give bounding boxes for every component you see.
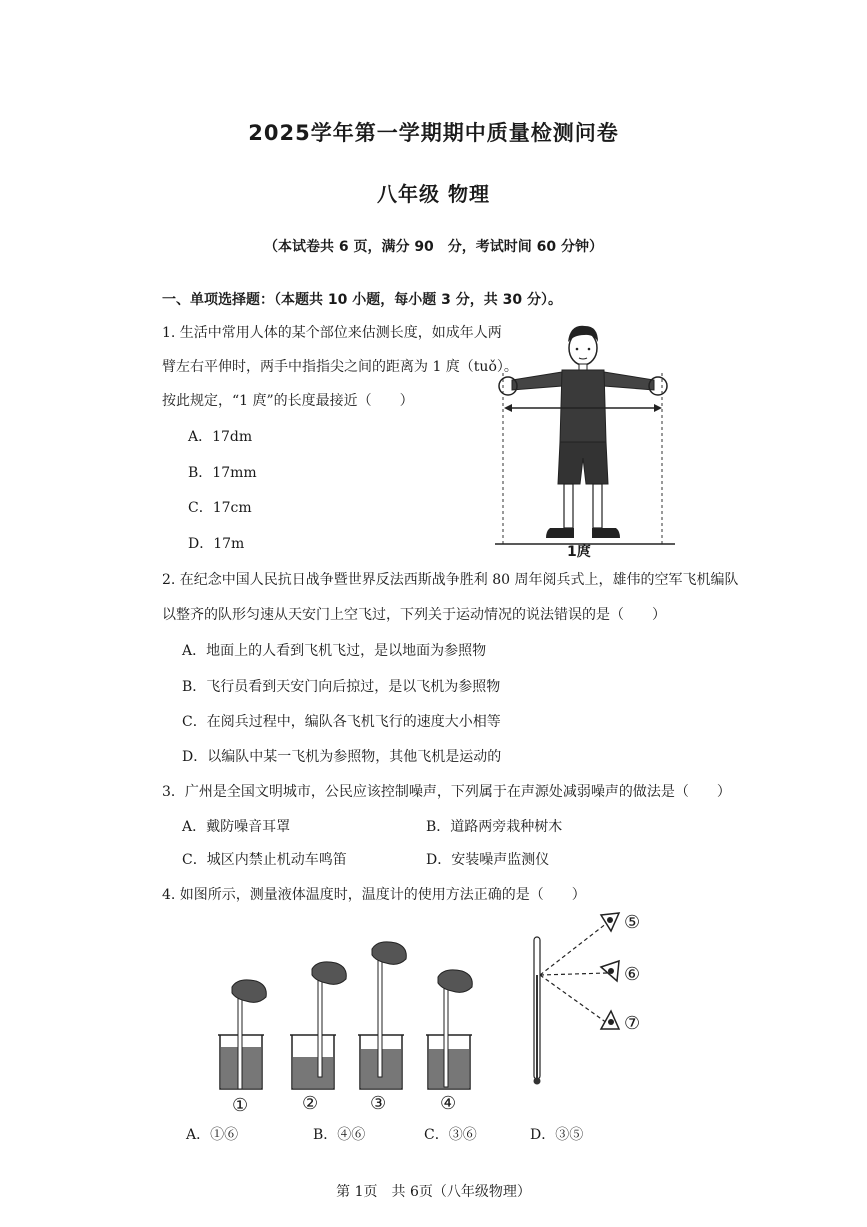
q1-option-c: C．17cm <box>188 500 252 516</box>
beaker-4 <box>426 970 472 1089</box>
eye-label-7: ⑦ <box>624 1013 641 1034</box>
thermometer-reading-figure <box>525 905 625 1090</box>
beaker-thermometer-figure <box>210 935 490 1095</box>
beaker-2 <box>290 962 346 1089</box>
q2-option-d: D．以编队中某一飞机为参照物，其他飞机是运动的 <box>182 749 502 765</box>
beaker-label-1: ① <box>232 1095 249 1116</box>
q4-option-d: D．③⑤ <box>530 1127 584 1143</box>
q4-option-a: A．①⑥ <box>186 1127 239 1143</box>
q1-line1: 1. 生活中常用人体的某个部位来估测长度，如成年人两 <box>162 325 502 341</box>
q2-option-a: A．地面上的人看到飞机飞过，是以地面为参照物 <box>182 643 487 659</box>
q1-line2: 臂左右平伸时，两手中指指尖之间的距离为 1 庹（tuǒ）。 <box>162 359 518 375</box>
beaker-label-2: ② <box>302 1093 319 1114</box>
q1-option-d: D．17m <box>188 536 245 552</box>
q2-option-b: B．飞行员看到天安门向后掠过，是以飞机为参照物 <box>182 679 501 695</box>
exam-subtitle: 八年级 物理 <box>377 182 490 206</box>
q3-option-d: D．安装噪声监测仪 <box>426 852 550 868</box>
q3-option-b: B．道路两旁栽种树木 <box>426 819 563 835</box>
q3-option-a: A．戴防噪音耳罩 <box>182 819 291 835</box>
q4-option-b: B．④⑥ <box>313 1127 366 1143</box>
q1-option-b: B．17mm <box>188 465 257 481</box>
beaker-3 <box>358 942 406 1089</box>
q3-option-c: C．城区内禁止机动车鸣笛 <box>182 852 347 868</box>
beaker-label-4: ④ <box>440 1093 457 1114</box>
q1-option-a: A．17dm <box>188 429 253 445</box>
q4-line1: 4. 如图所示，测量液体温度时，温度计的使用方法正确的是（ ） <box>162 887 586 903</box>
person-arm-span-figure <box>490 318 680 563</box>
q2-line2: 以整齐的队形匀速从天安门上空飞过，下列关于运动情况的说法错误的是（ ） <box>162 607 666 623</box>
exam-title: 2025学年第一学期期中质量检测问卷 <box>248 121 619 145</box>
q3-line1: 3．广州是全国文明城市，公民应该控制噪声，下列属于在声源处减弱噪声的做法是（ ） <box>162 784 731 800</box>
beaker-label-3: ③ <box>370 1093 387 1114</box>
exam-note: （本试卷共 6 页，满分 90 分，考试时间 60 分钟） <box>263 239 604 255</box>
beaker-1 <box>218 980 266 1089</box>
arm-span-label: 1庹 <box>567 544 591 560</box>
q2-line1: 2. 在纪念中国人民抗日战争暨世界反法西斯战争胜利 80 周年阅兵式上，雄伟的空军飞机编队 <box>162 572 739 588</box>
q2-option-c: C．在阅兵过程中，编队各飞机飞行的速度大小相等 <box>182 714 501 730</box>
eye-label-5: ⑤ <box>624 912 641 933</box>
q4-option-c: C．③⑥ <box>424 1127 477 1143</box>
page-footer: 第 1页 共 6页（八年级物理） <box>336 1184 531 1200</box>
q1-line3: 按此规定，“1 庹”的长度最接近（ ） <box>162 393 414 409</box>
section-heading: 一、单项选择题：（本题共 10 小题，每小题 3 分，共 30 分）。 <box>162 292 562 308</box>
eye-label-6: ⑥ <box>624 964 641 985</box>
